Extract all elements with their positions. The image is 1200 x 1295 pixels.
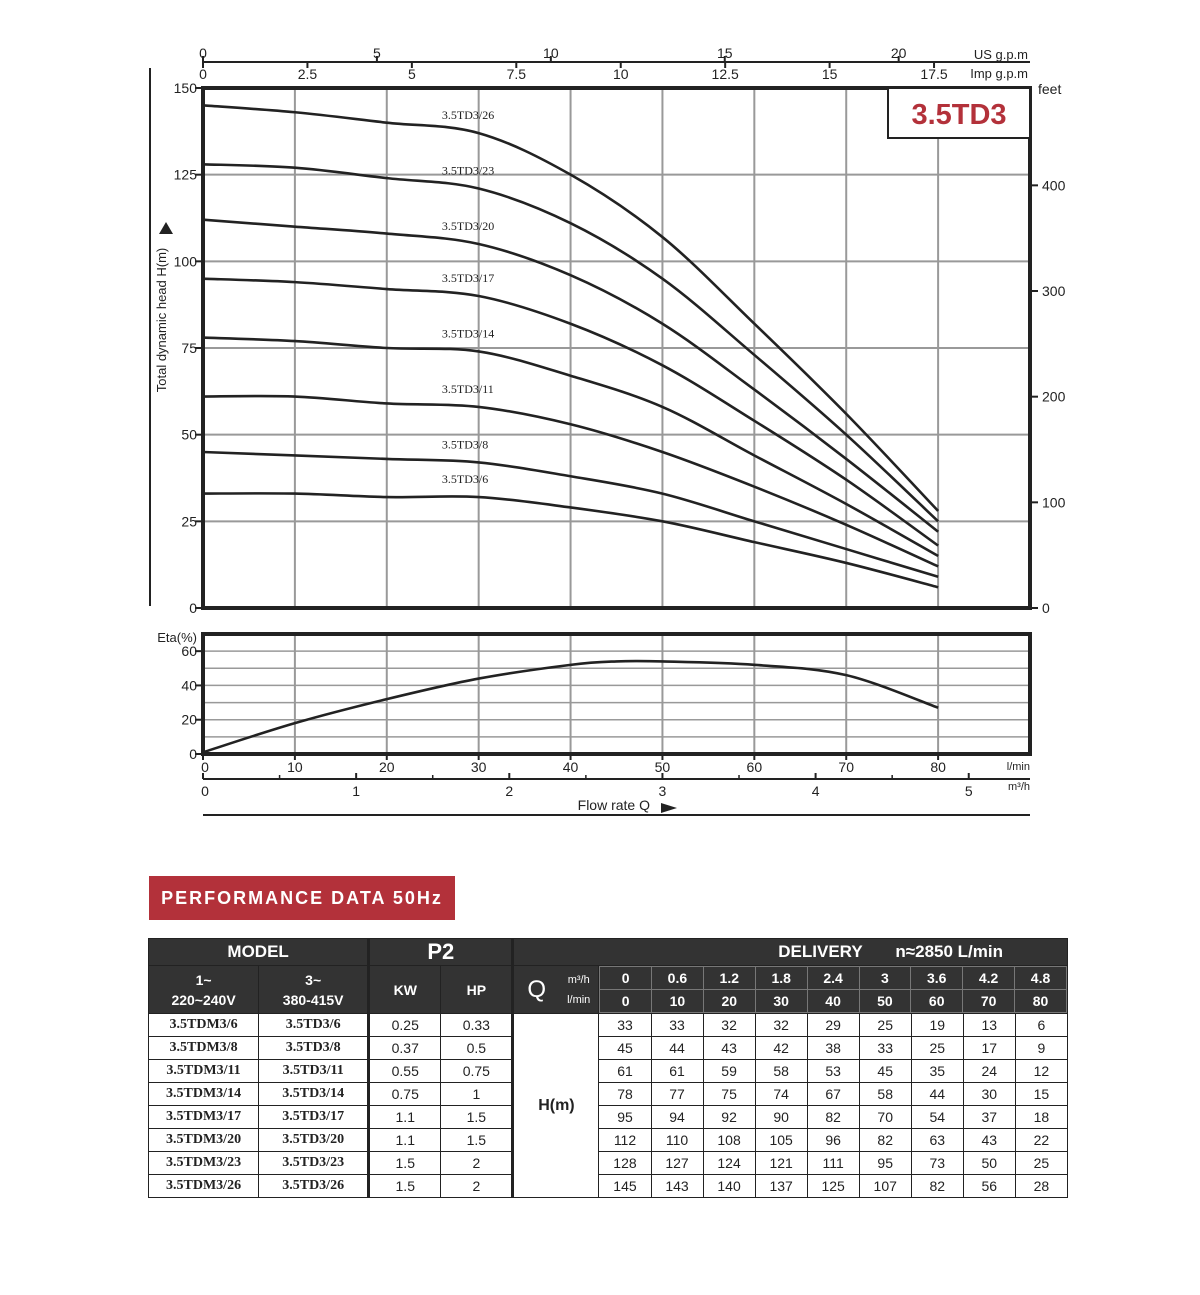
imp-gpm-tick-label: 2.5 — [297, 66, 318, 82]
power-hp: 2 — [441, 1175, 513, 1198]
model-1phase: 3.5TDM3/11 — [149, 1060, 259, 1083]
head-value: 143 — [651, 1175, 703, 1198]
head-value: 67 — [807, 1083, 859, 1106]
head-value: 30 — [963, 1083, 1015, 1106]
head-value: 90 — [755, 1106, 807, 1129]
q-m3h-cell: 4.2 — [963, 967, 1015, 990]
q-unit-lmin: l/min — [567, 993, 591, 1006]
head-value: 78 — [599, 1083, 651, 1106]
head-value: 37 — [963, 1106, 1015, 1129]
phase3-bottom: 380-415V — [282, 991, 344, 1008]
head-value: 94 — [651, 1106, 703, 1129]
head-value: 82 — [807, 1106, 859, 1129]
power-hp: 1 — [441, 1083, 513, 1106]
head-value: 22 — [1015, 1129, 1067, 1152]
lmin-tick-label: 10 — [287, 759, 303, 775]
imp-gpm-tick-label: 15 — [821, 66, 838, 82]
imp-gpm-tick-label: 10 — [612, 66, 629, 82]
q-m3h-cell: 0.6 — [651, 967, 703, 990]
q-m3h-cell: 1.8 — [755, 967, 807, 990]
feet-tick-label: 400 — [1042, 177, 1066, 194]
q-unit-m3h: m³/h — [567, 973, 590, 986]
head-value: 107 — [859, 1175, 911, 1198]
head-value: 127 — [651, 1152, 703, 1175]
head-chart-grid — [203, 88, 1030, 608]
model-header: MODEL — [149, 939, 369, 966]
performance-table-body — [149, 1014, 1068, 1198]
lmin-tick-label: 40 — [562, 759, 579, 775]
imp-gpm-tick-label: 0 — [199, 66, 207, 82]
flow-rate-arrow — [661, 803, 677, 813]
q-symbol: Q — [513, 966, 559, 1014]
q-m3h-cell: 3 — [859, 967, 911, 990]
head-value: 54 — [911, 1106, 963, 1129]
y-tick-label: 150 — [173, 80, 197, 96]
phase3-header — [259, 966, 369, 1014]
head-value: 58 — [755, 1060, 807, 1083]
power-hp: 1.5 — [441, 1129, 513, 1152]
eta-chart-axes — [157, 630, 1030, 815]
head-value: 25 — [859, 1014, 911, 1037]
performance-data-badge: PERFORMANCE DATA 50Hz — [149, 876, 455, 920]
lmin-tick-label: 30 — [470, 759, 487, 775]
q-lmin-cell: 80 — [1015, 990, 1067, 1013]
kw-header: KW — [369, 966, 441, 1014]
phase1-top: 1~ — [195, 971, 212, 988]
eta-y-tick-label: 60 — [181, 643, 197, 660]
phase1-header — [149, 966, 259, 1014]
table-row — [149, 1152, 1068, 1175]
head-value: 17 — [963, 1037, 1015, 1060]
head-value: 73 — [911, 1152, 963, 1175]
imp-gpm-tick-label: 7.5 — [506, 66, 527, 82]
eta-y-label: Eta(%) — [157, 630, 197, 645]
power-kw: 0.37 — [369, 1037, 441, 1060]
lmin-tick-label: 0 — [201, 759, 209, 775]
y-tick-label: 75 — [181, 340, 197, 356]
curve-label: 3.5TD3/23 — [441, 163, 495, 178]
head-value: 82 — [911, 1175, 963, 1198]
q-lmin-cell: 10 — [651, 990, 703, 1013]
performance-table — [148, 938, 1068, 1198]
model-1phase: 3.5TDM3/6 — [149, 1014, 259, 1037]
head-value: 128 — [599, 1152, 651, 1175]
curve-label: 3.5TD3/20 — [441, 219, 495, 233]
y-tick-label: 0 — [189, 600, 197, 616]
us-gpm-tick-label: 20 — [890, 45, 907, 61]
table-row — [149, 1037, 1068, 1060]
head-value: 82 — [859, 1129, 911, 1152]
model-3phase: 3.5TD3/17 — [259, 1106, 369, 1129]
head-value: 75 — [703, 1083, 755, 1106]
eta-y-tick-label: 20 — [181, 711, 197, 728]
curve-label: 3.5TD3/8 — [441, 437, 489, 452]
head-value: 53 — [807, 1060, 859, 1083]
model-1phase: 3.5TDM3/8 — [149, 1037, 259, 1060]
head-value: 12 — [1015, 1060, 1067, 1083]
model-3phase: 3.5TD3/26 — [259, 1175, 369, 1198]
q-lmin-cell: 20 — [703, 990, 755, 1013]
model-3phase: 3.5TD3/14 — [259, 1083, 369, 1106]
lmin-tick-label: 20 — [378, 759, 395, 775]
head-value: 121 — [755, 1152, 807, 1175]
head-value: 111 — [807, 1152, 859, 1175]
q-values — [599, 966, 1068, 1014]
m3h-tick-label: 0 — [201, 783, 209, 799]
delivery-label: DELIVERY — [778, 942, 863, 961]
y-tick-label: 25 — [181, 513, 197, 530]
table-row — [149, 1083, 1068, 1106]
lmin-tick-label: 60 — [746, 759, 763, 775]
hp-header: HP — [441, 966, 513, 1014]
feet-tick-label: 200 — [1042, 388, 1066, 405]
y-tick-label: 100 — [173, 253, 197, 270]
feet-axis-label: feet — [1038, 81, 1062, 97]
curve-label: 3.5TD3/11 — [441, 381, 494, 396]
power-kw: 1.1 — [369, 1106, 441, 1129]
head-value: 74 — [755, 1083, 807, 1106]
table-row — [149, 1060, 1068, 1083]
head-value: 59 — [703, 1060, 755, 1083]
head-label: H(m) — [513, 1014, 599, 1198]
model-1phase: 3.5TDM3/14 — [149, 1083, 259, 1106]
head-value: 43 — [963, 1129, 1015, 1152]
power-kw: 0.55 — [369, 1060, 441, 1083]
model-3phase: 3.5TD3/20 — [259, 1129, 369, 1152]
power-hp: 0.75 — [441, 1060, 513, 1083]
y-tick-label: 50 — [181, 426, 197, 443]
power-kw: 1.5 — [369, 1175, 441, 1198]
power-kw: 1.5 — [369, 1152, 441, 1175]
model-3phase: 3.5TD3/11 — [259, 1060, 369, 1083]
lmin-unit-label: l/min — [1006, 761, 1030, 773]
q-lmin-cell: 70 — [963, 990, 1015, 1013]
q-m3h-cell: 4.8 — [1015, 967, 1067, 990]
head-value: 18 — [1015, 1106, 1067, 1129]
curve-label: 3.5TD3/14 — [441, 326, 495, 341]
phase1-bottom: 220~240V — [171, 991, 236, 1008]
model-title: 3.5TD3 — [911, 99, 1007, 131]
head-value: 63 — [911, 1129, 963, 1152]
lmin-tick-label: 80 — [930, 759, 946, 775]
m3h-tick-label: 4 — [811, 783, 820, 799]
head-value: 45 — [859, 1060, 911, 1083]
q-lmin-cell: 60 — [911, 990, 963, 1013]
table-row — [149, 1175, 1068, 1198]
head-value: 95 — [599, 1106, 651, 1129]
eta-y-tick-label: 0 — [189, 746, 197, 762]
power-hp: 2 — [441, 1152, 513, 1175]
head-value: 50 — [963, 1152, 1015, 1175]
model-1phase: 3.5TDM3/26 — [149, 1175, 259, 1198]
m3h-tick-label: 5 — [964, 783, 973, 799]
head-value: 25 — [911, 1037, 963, 1060]
imp-gpm-tick-label: 17.5 — [920, 66, 948, 82]
head-value: 77 — [651, 1083, 703, 1106]
head-value: 33 — [651, 1014, 703, 1037]
head-value: 32 — [703, 1014, 755, 1037]
q-lmin-cell: 40 — [807, 990, 859, 1013]
head-value: 58 — [859, 1083, 911, 1106]
head-value: 137 — [755, 1175, 807, 1198]
head-value: 70 — [859, 1106, 911, 1129]
head-value: 44 — [911, 1083, 963, 1106]
feet-tick-label: 0 — [1042, 600, 1050, 616]
head-value: 110 — [651, 1129, 703, 1152]
imp-gpm-tick-label: 12.5 — [711, 66, 739, 82]
head-value: 61 — [599, 1060, 651, 1083]
q-m3h-cell: 3.6 — [911, 967, 963, 990]
feet-tick-label: 100 — [1042, 494, 1066, 511]
imp-gpm-label: Imp g.p.m — [970, 66, 1028, 81]
power-hp: 1.5 — [441, 1106, 513, 1129]
y-axis-label: Total dynamic head H(m) — [154, 247, 169, 393]
head-value: 95 — [859, 1152, 911, 1175]
us-gpm-tick-label: 10 — [543, 45, 559, 61]
head-value: 108 — [703, 1129, 755, 1152]
imp-gpm-tick-label: 5 — [407, 66, 416, 82]
p2-header: P2 — [369, 939, 513, 966]
table-row — [149, 1014, 1068, 1037]
table-row — [149, 1129, 1068, 1152]
head-value: 29 — [807, 1014, 859, 1037]
q-lmin-cell: 0 — [600, 990, 652, 1013]
y-axis-arrow — [159, 222, 173, 234]
head-value: 140 — [703, 1175, 755, 1198]
curve-label: 3.5TD3/26 — [441, 108, 495, 123]
head-value: 42 — [755, 1037, 807, 1060]
phase3-top: 3~ — [305, 971, 322, 988]
delivery-rpm: n≈2850 L/min — [895, 942, 1003, 961]
delivery-header — [513, 939, 1068, 966]
power-kw: 1.1 — [369, 1129, 441, 1152]
head-value: 24 — [963, 1060, 1015, 1083]
head-value: 44 — [651, 1037, 703, 1060]
q-units — [559, 966, 599, 1014]
head-value: 25 — [1015, 1152, 1067, 1175]
feet-tick-label: 300 — [1042, 283, 1066, 300]
lmin-tick-label: 50 — [654, 759, 671, 775]
model-1phase: 3.5TDM3/17 — [149, 1106, 259, 1129]
head-value: 13 — [963, 1014, 1015, 1037]
q-m3h-cell: 1.2 — [703, 967, 755, 990]
head-value: 15 — [1015, 1083, 1067, 1106]
head-value: 45 — [599, 1037, 651, 1060]
model-1phase: 3.5TDM3/20 — [149, 1129, 259, 1152]
head-value: 33 — [599, 1014, 651, 1037]
curve-label: 3.5TD3/6 — [441, 472, 489, 487]
model-1phase: 3.5TDM3/23 — [149, 1152, 259, 1175]
q-lmin-cell: 50 — [859, 990, 911, 1013]
head-value: 33 — [859, 1037, 911, 1060]
head-value: 145 — [599, 1175, 651, 1198]
us-gpm-tick-label: 0 — [199, 45, 207, 61]
head-value: 28 — [1015, 1175, 1067, 1198]
lmin-tick-label: 70 — [838, 759, 855, 775]
m3h-tick-label: 1 — [352, 783, 361, 799]
model-3phase: 3.5TD3/8 — [259, 1037, 369, 1060]
head-value: 96 — [807, 1129, 859, 1152]
q-values-grid — [599, 966, 1067, 1013]
head-value: 6 — [1015, 1014, 1067, 1037]
head-value: 61 — [651, 1060, 703, 1083]
head-value: 43 — [703, 1037, 755, 1060]
power-hp: 0.5 — [441, 1037, 513, 1060]
us-gpm-tick-label: 15 — [716, 45, 733, 61]
us-gpm-tick-label: 5 — [373, 45, 381, 61]
table-row — [149, 1106, 1068, 1129]
head-value: 56 — [963, 1175, 1015, 1198]
head-value: 124 — [703, 1152, 755, 1175]
model-title-box — [888, 88, 1030, 138]
flow-rate-label: Flow rate Q — [577, 797, 650, 813]
q-m3h-cell: 2.4 — [807, 967, 859, 990]
q-m3h-cell: 0 — [600, 967, 652, 990]
m3h-tick-label: 2 — [505, 783, 514, 799]
us-gpm-label: US g.p.m — [973, 47, 1028, 62]
head-value: 105 — [755, 1129, 807, 1152]
q-lmin-cell: 30 — [755, 990, 807, 1013]
power-kw: 0.25 — [369, 1014, 441, 1037]
m3h-unit-label: m³/h — [1008, 781, 1030, 793]
head-value: 38 — [807, 1037, 859, 1060]
eta-y-tick-label: 40 — [181, 677, 197, 694]
model-3phase: 3.5TD3/23 — [259, 1152, 369, 1175]
model-3phase: 3.5TD3/6 — [259, 1014, 369, 1037]
power-kw: 0.75 — [369, 1083, 441, 1106]
head-value: 35 — [911, 1060, 963, 1083]
head-value: 125 — [807, 1175, 859, 1198]
head-value: 92 — [703, 1106, 755, 1129]
head-value: 9 — [1015, 1037, 1067, 1060]
head-value: 112 — [599, 1129, 651, 1152]
y-tick-label: 125 — [173, 166, 197, 183]
m3h-tick-label: 3 — [658, 783, 667, 799]
curve-label: 3.5TD3/17 — [441, 271, 495, 285]
power-hp: 0.33 — [441, 1014, 513, 1037]
head-value: 32 — [755, 1014, 807, 1037]
head-value: 19 — [911, 1014, 963, 1037]
